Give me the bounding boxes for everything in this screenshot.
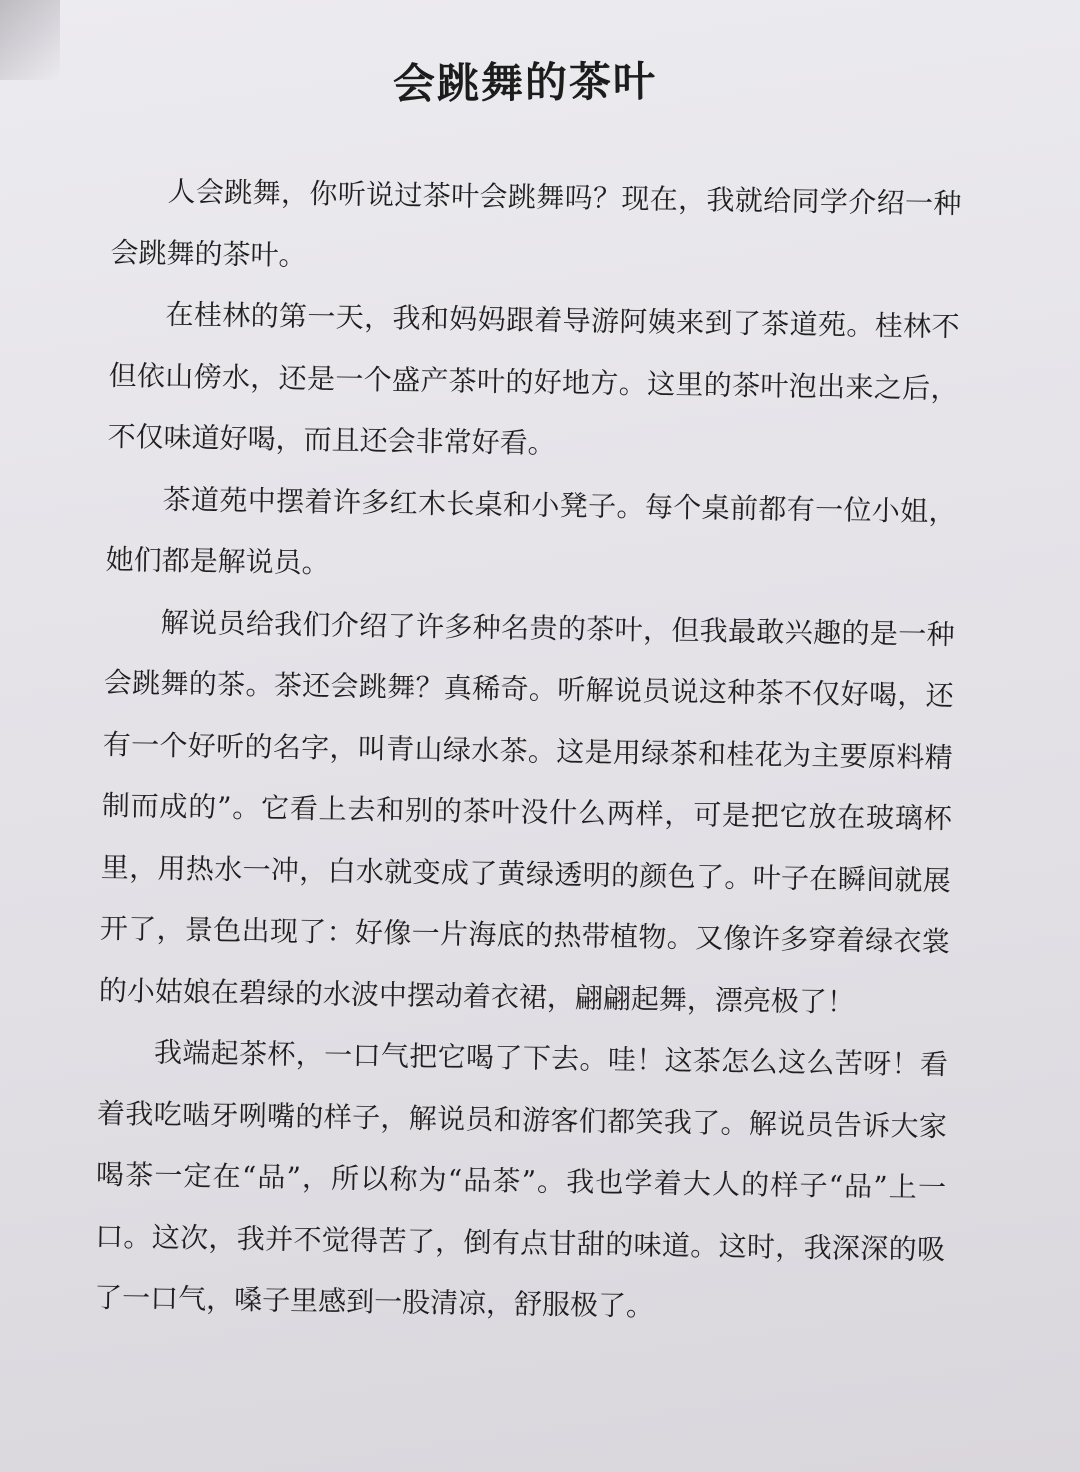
paragraph-3: 茶道苑中摆着许多红木长桌和小凳子。每个桌前都有一位小姐，她们都是解说员。	[105, 482, 957, 580]
essay-body	[94, 160, 962, 1342]
essay-title: 会跳舞的茶叶	[392, 56, 658, 109]
paragraph-5: 我端起茶杯，一口气把它喝了下去。哇！这茶怎么这么苦呀！看着我吃啮牙咧嘴的样子，解说员和游客们都笑我了。解说员告诉大家喝茶一定在“品”，所以称为“品茶”。我也学着大人的样子“品”上一口。这次，我并不觉得苦了，倒有点甘甜的味道。这时，我深深的吸了一口气，嗓子里感到一股清凉，舒服极了。	[93, 1035, 949, 1323]
paragraph-1: 人会跳舞，你听说过茶叶会跳舞吗？现在，我就给同学介绍一种会跳舞的茶叶。	[110, 174, 962, 272]
paragraph-4: 解说员给我们介绍了许多种名贵的茶叶，但我最敢兴趣的是一种会跳舞的茶。茶还会跳舞？真稀奇。听解说员说这种茶不仅好喝，还有一个好听的名字，叫青山绿水茶。这是用绿茶和桂花为主要原料精制而成的”。它看上去和别的茶叶没什么两样，可是把它放在玻璃杯里，用热水一冲，白水就变成了黄绿透明的颜色了。叶子在瞬间就展开了，景色出现了：好像一片海底的热带植物。又像许多穿着绿衣裳的小姑娘在碧绿的水波中摆动着衣裙，翩翩起舞，漂亮极了！	[98, 605, 955, 1019]
paragraph-2: 在桂林的第一天，我和妈妈跟着导游阿姨来到了茶道苑。桂林不但依山傍水，还是一个盛产茶叶的好地方。这里的茶叶泡出来之后，不仅味道好喝，而且还会非常好看。	[107, 297, 960, 461]
